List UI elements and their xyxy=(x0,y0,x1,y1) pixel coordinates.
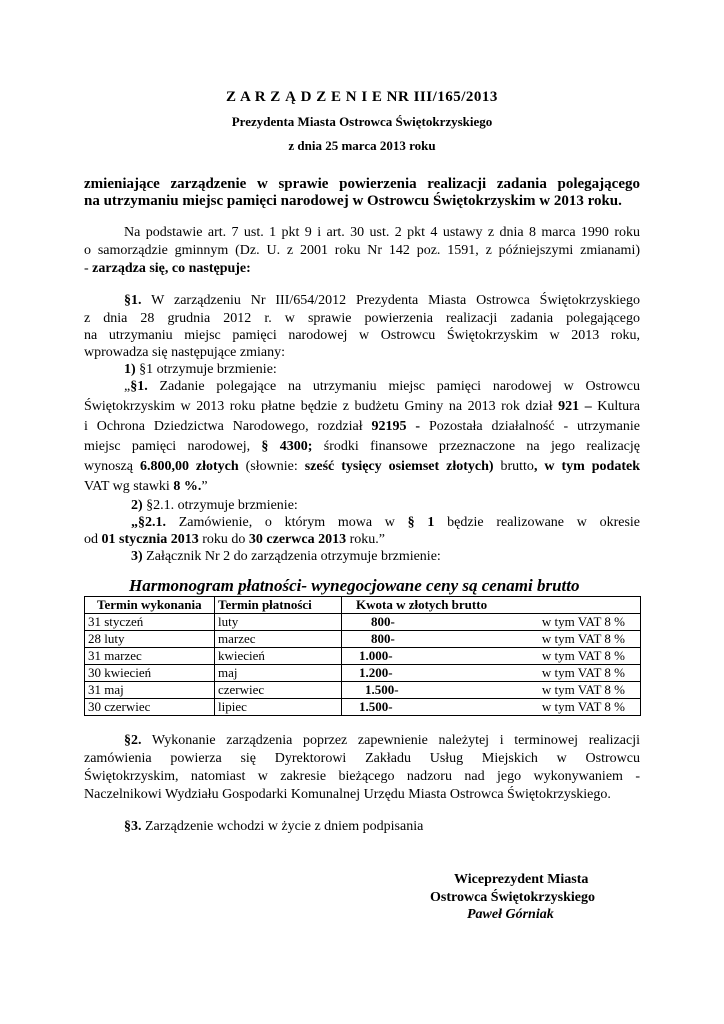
amendment-item-3: 3) Załącznik Nr 2 do zarządzenia otrzymuje brzmienie: xyxy=(131,549,441,564)
section1-line: §1. W zarządzeniu Nr III/654/2012 Prezydenta Miasta Ostrowca Świętokrzyskiego xyxy=(124,293,640,308)
section1-line: na utrzymaniu miejsc pamięci narodowej w Ostrowcu Świętokrzyskim w 2013 roku, xyxy=(84,328,640,343)
cell-amount: 1.200- w tym VAT 8 % xyxy=(342,665,641,682)
quote1-line: i Ochrona Dziedzictwa Narodowego, rozdział 92195 - Pozostała działalność - utrzymanie xyxy=(84,419,640,434)
cell-amount: 1.500- w tym VAT 8 % xyxy=(342,682,641,699)
cell-amount: 1.000- w tym VAT 8 % xyxy=(342,648,641,665)
basis-line: Na podstawie art. 7 ust. 1 pkt 9 i art. 30 ust. 2 pkt 4 ustawy z dnia 8 marca 1990 roku xyxy=(124,225,640,240)
amendment-item-2: 2) §2.1. otrzymuje brzmienie: xyxy=(131,498,298,513)
cell-payment: maj xyxy=(215,665,342,682)
quote1-line: Świętokrzyskim w 2013 roku płatne będzie z budżetu Gminy na 2013 rok dział 921 – Kultura xyxy=(84,399,641,414)
cell-payment: luty xyxy=(215,614,342,631)
table-row xyxy=(85,648,641,665)
quote2-line: od 01 stycznia 2013 roku do 30 czerwca 2013 roku.” xyxy=(84,532,385,547)
table-row xyxy=(85,631,641,648)
section3-line: §3. Zarządzenie wchodzi w życie z dniem podpisania xyxy=(124,819,424,834)
quote1-line: miejsc pamięci narodowej, § 4300; środki finansowe przeznaczone na jego realizację xyxy=(84,439,640,454)
table-row xyxy=(85,665,641,682)
cell-payment: marzec xyxy=(215,631,342,648)
section2-line: Naczelnikowi Wydziału Gospodarki Komunalnej Urzędu Miasta Ostrowca Świętokrzyskiego. xyxy=(84,787,611,802)
cell-amount: 1.500- w tym VAT 8 % xyxy=(342,699,641,716)
cell-term: 28 luty xyxy=(85,631,215,648)
quote1-line: wynoszą 6.800,00 złotych (słownie: sześć tysięcy osiemset złotych) brutto, w tym podatek xyxy=(84,459,640,474)
cell-term: 31 styczeń xyxy=(85,614,215,631)
amendment-item-1: 1) §1 otrzymuje brzmienie: xyxy=(124,362,277,377)
cell-term: 30 kwiecień xyxy=(85,665,215,682)
schedule-title: Harmonogram płatności- wynegocjowane ceny są cenami brutto xyxy=(129,576,580,595)
header-amount: Kwota w złotych brutto xyxy=(342,597,641,614)
cell-payment: lipiec xyxy=(215,699,342,716)
schedule-table xyxy=(84,596,641,716)
signature-name: Paweł Górniak xyxy=(467,907,554,922)
quote1-line: VAT wg stawki 8 %.” xyxy=(84,479,208,494)
signature-city: Ostrowca Świętokrzyskiego xyxy=(430,890,595,905)
table-row xyxy=(85,682,641,699)
subject-line: na utrzymaniu miejsc pamięci narodowej w Ostrowcu Świętokrzyskim w 2013 roku. xyxy=(84,193,622,209)
cell-payment: kwiecień xyxy=(215,648,342,665)
signature-title: Wiceprezydent Miasta xyxy=(454,872,589,887)
cell-term: 31 maj xyxy=(85,682,215,699)
basis-line: - zarządza się, co następuje: xyxy=(84,261,251,276)
section2-line: Świętokrzyskim, natomiast w zakresie bieżącego nadzoru nad jego wykonywaniem - xyxy=(84,769,640,784)
table-row xyxy=(85,614,641,631)
subject-line: zmieniające zarządzenie w sprawie powierzenia realizacji zadania polegającego xyxy=(84,176,640,192)
header-payment: Termin płatności xyxy=(215,597,342,614)
header-term: Termin wykonania xyxy=(85,597,215,614)
cell-amount: 800- w tym VAT 8 % xyxy=(342,614,641,631)
section2-line: zamówienia powierza się Dyrektorowi Zakładu Usług Miejskich w Ostrowcu xyxy=(84,751,640,766)
basis-line: o samorządzie gminnym (Dz. U. z 2001 roku Nr 142 poz. 1591, z późniejszymi zmianami) xyxy=(84,243,640,258)
document-title: Z A R Z Ą D Z E N I E NR III/165/2013 xyxy=(226,89,498,105)
section1-line: z dnia 28 grudnia 2012 r. w sprawie powierzenia realizacji zadania polegającego xyxy=(84,311,640,326)
cell-term: 31 marzec xyxy=(85,648,215,665)
document-issuer: Prezydenta Miasta Ostrowca Świętokrzyskiego xyxy=(231,114,493,129)
document-date: z dnia 25 marca 2013 roku xyxy=(288,138,436,153)
table-row xyxy=(85,699,641,716)
schedule-header-row xyxy=(85,597,641,614)
section1-line: wprowadza się następujące zmiany: xyxy=(84,345,285,360)
cell-amount: 800- w tym VAT 8 % xyxy=(342,631,641,648)
quote1-line: „§1. Zadanie polegające na utrzymaniu miejsc pamięci narodowej w Ostrowcu xyxy=(124,379,640,394)
cell-payment: czerwiec xyxy=(215,682,342,699)
quote2-line: „§2.1. Zamówienie, o którym mowa w § 1 będzie realizowane w okresie xyxy=(131,515,640,530)
section2-line: §2. Wykonanie zarządzenia poprzez zapewnienie należytej i terminowej realizacji xyxy=(124,733,640,748)
cell-term: 30 czerwiec xyxy=(85,699,215,716)
